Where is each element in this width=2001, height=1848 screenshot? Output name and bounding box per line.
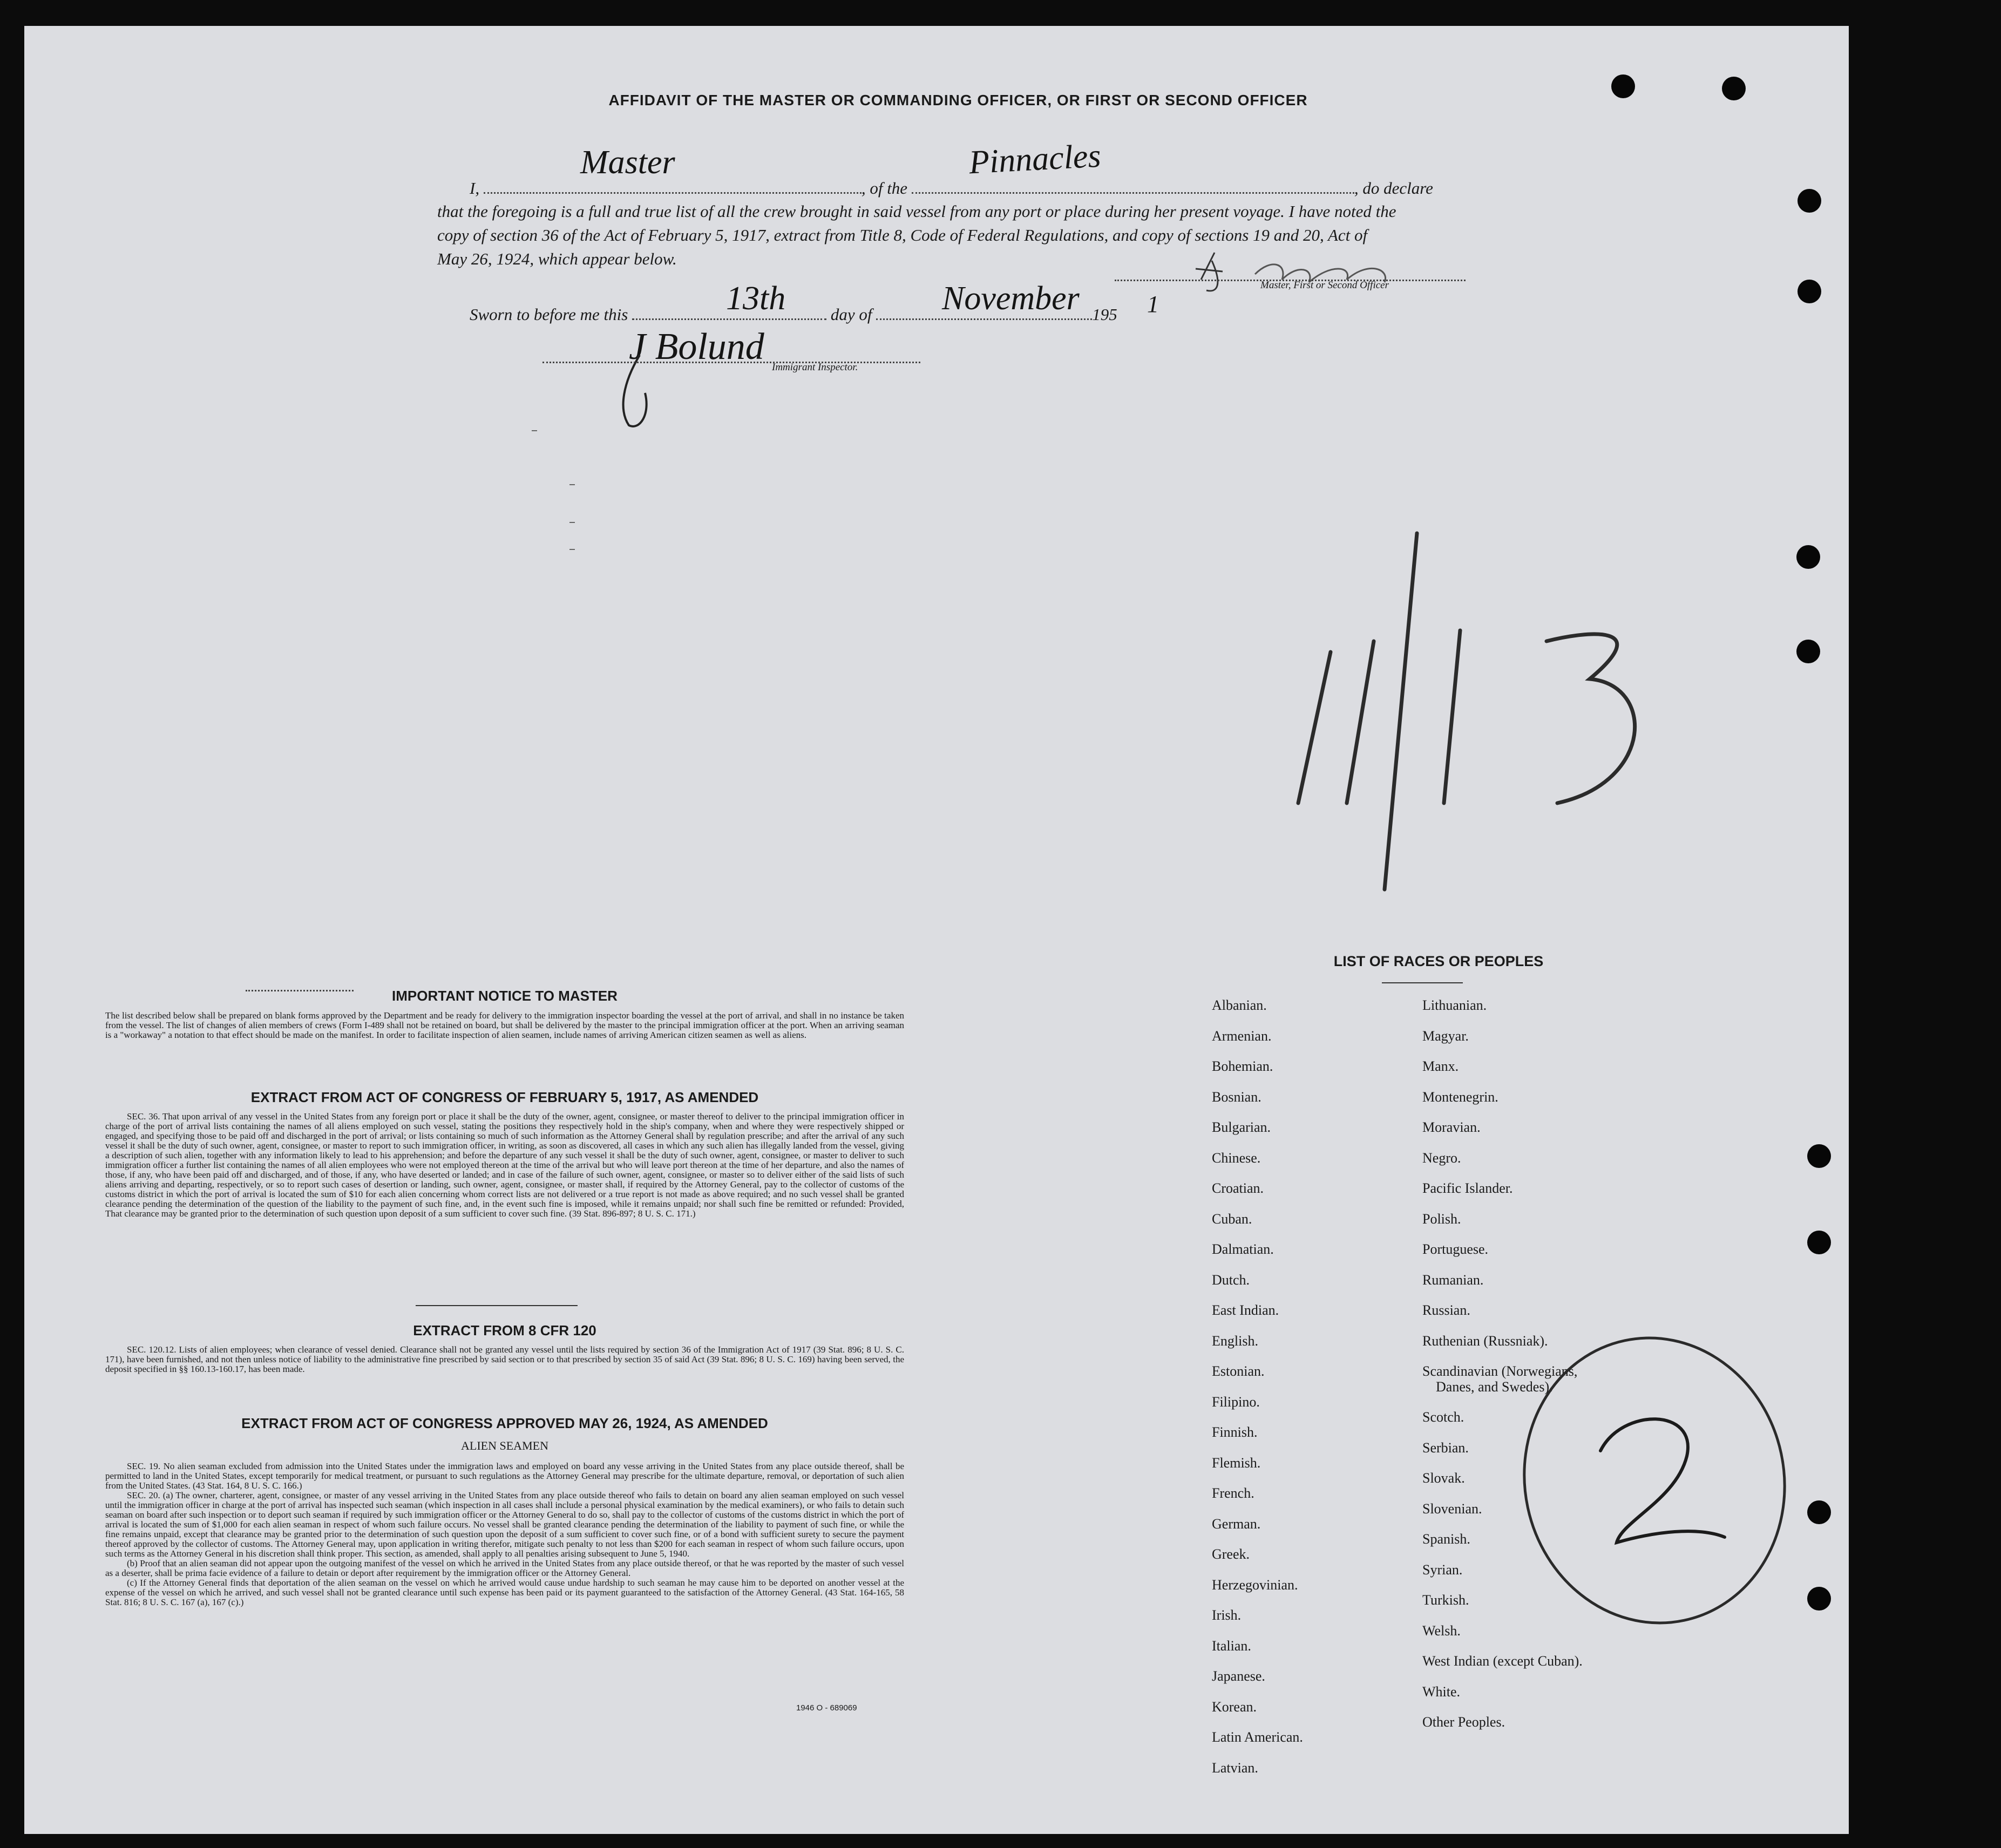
races-right-column (1422, 997, 1583, 1730)
races-title: LIST OF RACES OR PEOPLES (1333, 953, 1544, 969)
sec20a-paragraph: SEC. 20. (a) The owner, charterer, agent, consignee, or master of any vessel arriving in the United States from any place outside thereof who fails to detain on board any alien seaman employed on such vessel until the immigration officer in charge at the port of arrival has inspected such seaman (which inspection in all cases shall include a personal physical examination by the medical examiners), or who fails to detain such seaman on board after such inspection or to deport such seaman if required by such immigration officer or the Attorney General to do so, shall pay to the collector of customs of the customs district in which the port of arrival is located the sum of $1,000 for each alien seaman in respect of whom such failure occurs. No vessel shall be granted clearance pending the determination of the liability to payment of such fine, or while the fine remains unpaid, except that clearance may be granted prior to the determination of such question upon the deposit of a sum sufficient to cover such fine, or of a bond with sufficient surety to secure the payment thereof approved by the collector of customs. The Attorney General may, upon application in writing therefor, mitigate such penalty to not less than $200 for each seaman in respect of whom such failure occurs, upon such terms as the Attorney General in his discretion shall think proper. This section, as amended, shall apply to all penalties arising subsequent to June 5, 1940. (105, 1490, 904, 1559)
punch-hole (1807, 1587, 1831, 1611)
handwritten-vessel: Pinnacles (968, 137, 1102, 181)
race-item: West Indian (except Cuban). (1422, 1653, 1583, 1669)
extract3-title: EXTRACT FROM ACT OF CONGRESS APPROVED MAY 26, 1924, AS AMENDED (241, 1415, 768, 1431)
race-item: Other Peoples. (1422, 1714, 1505, 1730)
race-item: Croatian. (1212, 1180, 1264, 1196)
race-item: Moravian. (1422, 1119, 1481, 1135)
label-i: I, (470, 179, 480, 198)
race-item: Slovak. (1422, 1470, 1465, 1486)
year-prefix: 195 (1092, 305, 1117, 324)
extract3-subtitle: ALIEN SEAMEN (461, 1439, 548, 1452)
race-item: Irish. (1212, 1607, 1242, 1623)
notice-title: IMPORTANT NOTICE TO MASTER (392, 988, 618, 1004)
inspector-signature: J Bolund (629, 326, 764, 368)
race-item: Portuguese. (1422, 1241, 1489, 1257)
race-item: Montenegrin. (1422, 1089, 1498, 1105)
extract2-title: EXTRACT FROM 8 CFR 120 (413, 1322, 596, 1339)
race-item: Bulgarian. (1212, 1119, 1271, 1135)
race-item: Russian. (1422, 1302, 1470, 1318)
race-item: Latvian. (1212, 1759, 1258, 1776)
handwritten-rank: Master (580, 144, 675, 181)
race-item: Greek. (1212, 1546, 1250, 1562)
sworn-prefix: Sworn to before me this (470, 305, 628, 324)
sec20c-paragraph: (c) If the Attorney General finds that deportation of the alien seaman on the vessel on which he arrived would cause undue hardship to such seaman he may cause him to be deported on another vessel at the expense of the vessel on which he arrived, and such vessel shall not be granted clearance until such expense has been paid or its payment guaranteed to the satisfaction of the Attorney General. (43 Stat. 164-165, 58 Stat. 816; 8 U. S. C. 167 (a), 167 (c).) (105, 1578, 904, 1607)
body-line-2: copy of section 36 of the Act of February 5, 1917, extract from Title 8, Code of Federal Regulations, and copy of sections 19 and 20, Act of (437, 226, 1368, 244)
print-code: 1946 O - 689069 (796, 1703, 857, 1713)
race-item: Scandinavian (Norwegians, (1422, 1363, 1578, 1379)
race-item: Herzegovinian. (1212, 1577, 1298, 1593)
affidavit-title: AFFIDAVIT OF THE MASTER OR COMMANDING OFFICER, OR FIRST OR SECOND OFFICER (608, 92, 1308, 108)
sec20b-paragraph: (b) Proof that an alien seaman did not appear upon the outgoing manifest of the vessel on which he arrived in the United States from any place outside thereof, or that he was reported by the master of such vessel as a deserter, shall be prima facie evidence of a failure to detain or deport after requirement by the immigration officer or the Attorney General. (105, 1558, 904, 1578)
sec19-paragraph: SEC. 19. No alien seaman excluded from admission into the United States under the immigration laws and employed on board any vesse arriving in the United States from any place outside thereof, shall be permitted to land in the United States, except temporarily for medical treatment, or pursuant to such regulations as the Attorney General may prescribe for the ultimate departure, removal, or deportation of such alien from the United States. (43 Stat. 164, 8 U. S. C. 166.) (105, 1461, 904, 1491)
race-item: Syrian. (1422, 1561, 1463, 1578)
race-item: Turkish. (1422, 1592, 1469, 1608)
race-item: Negro. (1422, 1150, 1461, 1166)
race-item: Albanian. (1212, 997, 1267, 1013)
race-item: Scotch. (1422, 1409, 1464, 1425)
punch-hole (1807, 1231, 1831, 1254)
race-item: Dalmatian. (1212, 1241, 1274, 1257)
race-item: Danes, and Swedes). (1436, 1378, 1553, 1395)
inspector-caption: Immigrant Inspector. (772, 362, 858, 373)
race-item: Chinese. (1212, 1150, 1261, 1166)
handwritten-month: November (942, 280, 1080, 317)
race-item: Serbian. (1422, 1439, 1469, 1456)
extract2-text: SEC. 120.12. Lists of alien employees; when clearance of vessel denied. Clearance shall not be granted any vessel until the lists required by section 36 of the Immigration Act of 1917 (39 Stat. 896; 8 U. S. C. 171), have been furnished, and not then unless notice of liability to the administrative fine prescribed by said section or to that prescribed by section 35 of said Act (39 Stat. 896; 8 U. S. C. 169) having been served, the deposit specified in §§ 160.13-160.17, has been made. (105, 1344, 904, 1374)
race-item: Manx. (1422, 1058, 1459, 1074)
officer-signature (1190, 242, 1449, 301)
punch-hole (1796, 545, 1820, 569)
punch-hole (1796, 640, 1820, 663)
race-item: Korean. (1212, 1698, 1257, 1715)
race-item: Armenian. (1212, 1028, 1272, 1044)
race-item: Magyar. (1422, 1028, 1469, 1044)
extract3-text (105, 1462, 904, 1607)
races-left-column (1212, 997, 1303, 1776)
race-item: Ruthenian (Russniak). (1422, 1333, 1548, 1349)
race-item: Finnish. (1212, 1424, 1258, 1440)
race-item: Bosnian. (1212, 1089, 1261, 1105)
inspector-signature-line (542, 356, 920, 366)
form-page (24, 26, 1849, 1834)
label-of-the: , of the (861, 179, 908, 198)
race-item: English. (1212, 1333, 1258, 1349)
punch-hole (1611, 74, 1635, 98)
margin-ticks (505, 404, 580, 566)
race-item: East Indian. (1212, 1302, 1279, 1318)
race-item: Slovenian. (1422, 1500, 1482, 1517)
body-line-1: that the foregoing is a full and true list of all the crew brought in said vessel from any port or place during her present voyage. I have noted the (437, 202, 1396, 221)
race-item: Cuban. (1212, 1211, 1252, 1227)
race-item: German. (1212, 1516, 1261, 1532)
punch-hole (1722, 77, 1746, 100)
race-item: Pacific Islander. (1422, 1180, 1513, 1196)
race-item: Rumanian. (1422, 1272, 1484, 1288)
race-item: White. (1422, 1683, 1461, 1700)
race-item: Japanese. (1212, 1668, 1265, 1684)
handwritten-year: 1 (1147, 291, 1159, 317)
punch-hole (1797, 189, 1821, 213)
races-divider (1382, 982, 1463, 983)
race-item: Polish. (1422, 1211, 1461, 1227)
race-item: Italian. (1212, 1638, 1251, 1654)
race-item: Lithuanian. (1422, 997, 1487, 1013)
race-item: Filipino. (1212, 1394, 1260, 1410)
race-item: Estonian. (1212, 1363, 1265, 1379)
punch-hole (1807, 1500, 1831, 1524)
extract1-title: EXTRACT FROM ACT OF CONGRESS OF FEBRUARY 5, 1917, AS AMENDED (250, 1089, 759, 1105)
handwritten-day: 13th (726, 280, 786, 317)
punch-hole (1797, 280, 1821, 303)
punch-hole (1807, 1144, 1831, 1168)
divider-1 (416, 1305, 578, 1306)
race-item: Latin American. (1212, 1729, 1303, 1745)
extract1-text: SEC. 36. That upon arrival of any vessel in the United States from any foreign port or place it shall be the duty of the owner, agent, consignee, or master thereof to deliver to the principal immigration officer in charge of the port of arrival lists containing the names of all aliens employed on such vessel, stating the positions they respectively hold in the ship's company, when and where they were respectively shipped or engaged, and specifying those to be paid off and discharged in the port of arrival; or lists containing so much of such information as the Attorney General shall by regulation prescribe; and after the arrival of any such vessel it shall be the duty of such owner, agent, consignee, or master to report to such immigration officer, in writing, as soon as discovered, all cases in which any such alien has illegally landed from the vessel, giving a description of such alien, together with any information likely to lead to his apprehension; and before the departure of any such vessel it shall be the duty of such owner, agent, consignee, or master to deliver to such immigration officer a further list containing the names of all alien employees who were not employed thereon at the time of the arrival but who will leave port thereon at the time of her departure, and also the names of those, if any, who have been paid off and discharged, and of those, if any, who have deserted or landed; and in case of the failure of such owner, agent, consignee, or master so to deliver either of the said lists of such aliens arriving and departing, respectively, or so to report such cases of desertion or landing, such owner, agent, consignee, or master shall, if required by the Attorney General, pay to the collector of customs of the customs district in which the port of arrival is located the sum of $10 for each alien concerning whom correct lists are not delivered or a true report is not made as above required; and no such vessel shall be granted clearance pending the determination of the question of the liability to the payment of such fine, and, in the event such fine is imposed, while it remains unpaid; nor shall such fine be remitted or refunded: Provided, That clearance may be granted prior to the determination of such question upon deposit of a sum sufficient to cover such fine. (39 Stat. 896-897; 8 U. S. C. 171.) (105, 1111, 904, 1219)
day-label: day of (830, 305, 872, 324)
race-item: Bohemian. (1212, 1058, 1273, 1074)
label-do-declare: , do declare (1354, 179, 1433, 198)
rank-blank (484, 190, 862, 194)
race-item: Dutch. (1212, 1272, 1250, 1288)
notice-text: The list described below shall be prepared on blank forms approved by the Department and be ready for delivery to the immigration inspector boarding the vessel at the port of arrival, and shall in no instance be taken from the vessel. The list of changes of alien members of crews (Form I-489 shall not be retained on board, but shall be delivered by the master to the principal immigration officer at the port. When an arriving seaman is a "workaway" a notation to that effect should be made on the manifest. In order to facilitate inspection of alien seamen, include names of arriving American citizen seamen as well as aliens. (105, 1010, 904, 1040)
race-item: Flemish. (1212, 1455, 1261, 1471)
pencil-date-annotation (1266, 501, 1698, 911)
circled-number-annotation (1503, 1327, 1806, 1629)
vessel-blank (912, 190, 1354, 194)
body-line-3: May 26, 1924, which appear below. (437, 249, 677, 268)
race-item: Welsh. (1422, 1622, 1461, 1639)
race-item: French. (1212, 1485, 1254, 1501)
race-item: Spanish. (1422, 1531, 1470, 1547)
officer-signature-caption: Master, First or Second Officer (1260, 280, 1389, 291)
